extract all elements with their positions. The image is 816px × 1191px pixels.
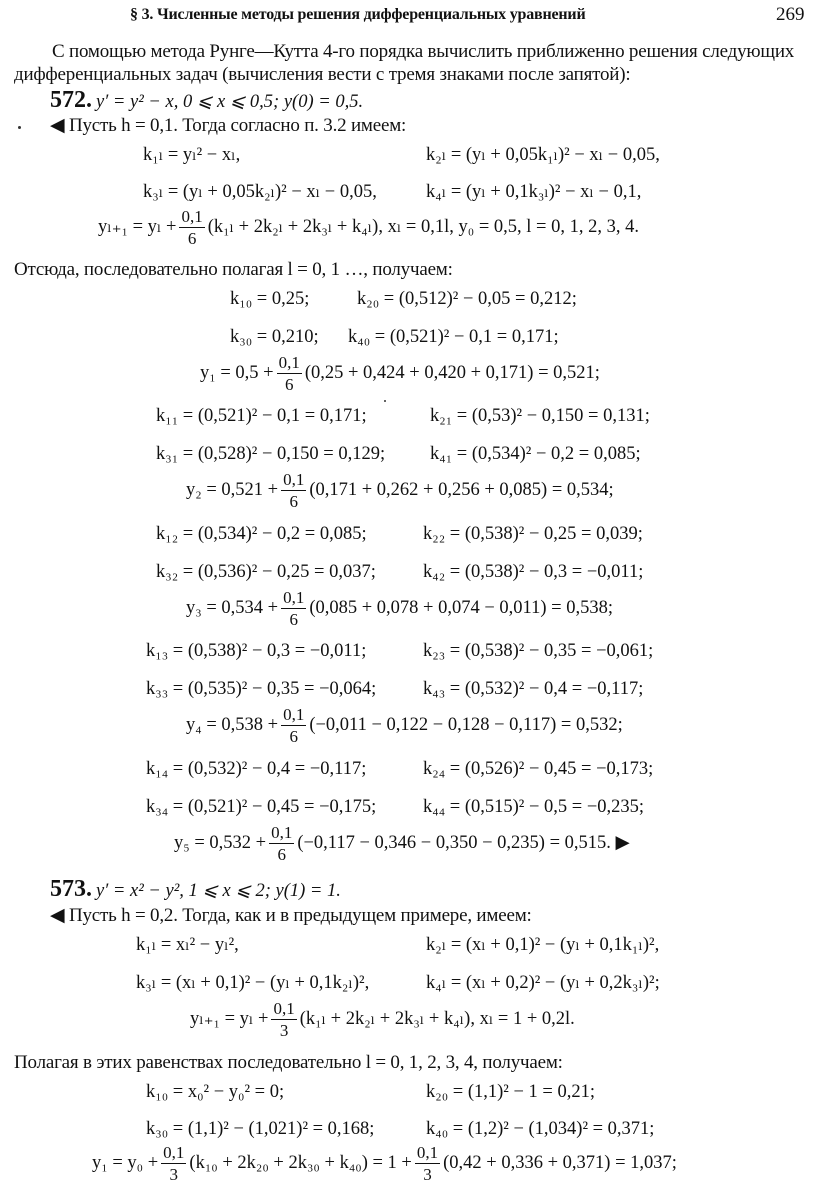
intro-line-2: дифференциальных задач (вычисления вести с тремя знаками после запятой): bbox=[14, 64, 631, 85]
k32: k₃₂ = (0,536)² − 0,25 = 0,037; bbox=[156, 562, 376, 582]
problem-number: 572. bbox=[50, 87, 92, 113]
y4-lhs: y₄ = 0,538 + bbox=[186, 714, 279, 735]
formula-k1: k₁ₗ = yₗ² − xₗ, bbox=[143, 145, 241, 165]
y1-lhs: y₁ = y₀ + bbox=[92, 1152, 159, 1173]
k21: k₂₁ = (0,53)² − 0,150 = 0,131; bbox=[430, 406, 650, 426]
formula-k4: k₄ₗ = (yₗ + 0,1k₃ₗ)² − xₗ − 0,1, bbox=[426, 182, 642, 202]
y2-line bbox=[186, 471, 614, 510]
problem-statement: y′ = x² − y², 1 ⩽ x ⩽ 2; y(1) = 1. bbox=[96, 881, 341, 901]
formula-lhs: yₗ₊₁ = yₗ + bbox=[190, 1008, 269, 1029]
fraction bbox=[269, 824, 294, 863]
fraction-numerator: 0,1 bbox=[181, 207, 203, 226]
scan-speck bbox=[384, 400, 386, 402]
k14: k₁₄ = (0,532)² − 0,4 = −0,117; bbox=[146, 759, 367, 779]
formula-k1: k₁ₗ = xₗ² − yₗ², bbox=[136, 935, 239, 955]
fraction-numerator: 0,1 bbox=[278, 353, 300, 372]
y1-line bbox=[92, 1144, 677, 1183]
formula-y-next bbox=[98, 208, 639, 247]
k22: k₂₂ = (0,538)² − 0,25 = 0,039; bbox=[423, 524, 643, 544]
k23: k₂₃ = (0,538)² − 0,35 = −0,061; bbox=[423, 641, 654, 661]
k13: k₁₃ = (0,538)² − 0,3 = −0,011; bbox=[146, 641, 367, 661]
solution-intro: ◀ Пусть h = 0,1. Тогда согласно п. 3.2 имеем: bbox=[50, 115, 407, 136]
fraction-numerator: 0,1 bbox=[283, 470, 305, 489]
fraction-denominator: 6 bbox=[289, 492, 298, 511]
formula-k4: k₄ₗ = (xₗ + 0,2)² − (yₗ + 0,2k₃ₗ)²; bbox=[426, 973, 660, 993]
hence-line: Полагая в этих равенствах последовательно l = 0, 1, 2, 3, 4, получаем: bbox=[14, 1052, 563, 1073]
intro-line-1: С помощью метода Рунге—Кутта 4-го порядка вычислить приближенно решения следующих bbox=[52, 41, 795, 62]
y1-rhs: (0,25 + 0,424 + 0,420 + 0,171) = 0,521; bbox=[304, 362, 600, 383]
problem-572-heading bbox=[50, 88, 363, 112]
running-header: § 3. Численные методы решения дифференциальных уравнений bbox=[130, 6, 586, 23]
formula-rhs: (k₁ₗ + 2k₂ₗ + 2k₃ₗ + k₄ₗ), xₗ = 0,1l, y₀ = 0,5, l = 0, 1, 2, 3, 4. bbox=[207, 216, 639, 237]
fraction-denominator: 6 bbox=[289, 610, 298, 629]
formula-k2: k₂ₗ = (xₗ + 0,1)² − (yₗ + 0,1k₁ₗ)², bbox=[426, 935, 660, 955]
k24: k₂₄ = (0,526)² − 0,45 = −0,173; bbox=[423, 759, 654, 779]
y2-lhs: y₂ = 0,521 + bbox=[186, 479, 279, 500]
k12: k₁₂ = (0,534)² − 0,2 = 0,085; bbox=[156, 524, 367, 544]
k30: k₃₀ = (1,1)² − (1,021)² = 0,168; bbox=[146, 1119, 375, 1139]
k11: k₁₁ = (0,521)² − 0,1 = 0,171; bbox=[156, 406, 367, 426]
fraction bbox=[161, 1144, 186, 1183]
y4-line bbox=[186, 706, 623, 745]
k33: k₃₃ = (0,535)² − 0,35 = −0,064; bbox=[146, 679, 377, 699]
fraction-denominator: 3 bbox=[423, 1165, 432, 1184]
k41: k₄₁ = (0,534)² − 0,2 = 0,085; bbox=[430, 444, 641, 464]
fraction bbox=[179, 208, 204, 247]
y3-rhs: (0,085 + 0,078 + 0,074 − 0,011) = 0,538; bbox=[309, 597, 613, 618]
y5-line bbox=[174, 824, 630, 863]
y2-rhs: (0,171 + 0,262 + 0,256 + 0,085) = 0,534; bbox=[309, 479, 614, 500]
k34: k₃₄ = (0,521)² − 0,45 = −0,175; bbox=[146, 797, 377, 817]
y1-line bbox=[200, 354, 600, 393]
k10: k₁₀ = x₀² − y₀² = 0; bbox=[146, 1082, 285, 1102]
formula-k3: k₃ₗ = (yₗ + 0,05k₂ₗ)² − xₗ − 0,05, bbox=[143, 182, 377, 202]
fraction bbox=[281, 706, 306, 745]
fraction-numerator: 0,1 bbox=[283, 588, 305, 607]
y5-lhs: y₅ = 0,532 + bbox=[174, 832, 267, 853]
y4-rhs: (−0,011 − 0,122 − 0,128 − 0,117) = 0,532; bbox=[309, 714, 623, 735]
fraction-denominator: 3 bbox=[279, 1021, 289, 1040]
fraction bbox=[271, 1000, 296, 1039]
solution-intro: ◀ Пусть h = 0,2. Тогда, как и в предыдущем примере, имеем: bbox=[50, 905, 532, 926]
fraction-numerator: 0,1 bbox=[163, 1143, 185, 1162]
k20: k₂₀ = (1,1)² − 1 = 0,21; bbox=[426, 1082, 595, 1102]
formula-lhs: yₗ₊₁ = yₗ + bbox=[98, 216, 177, 237]
fraction-numerator: 0,1 bbox=[273, 999, 295, 1018]
k44: k₄₄ = (0,515)² − 0,5 = −0,235; bbox=[423, 797, 645, 817]
k20: k₂₀ = (0,512)² − 0,05 = 0,212; bbox=[357, 289, 577, 309]
fraction-numerator: 0,1 bbox=[416, 1143, 439, 1162]
y3-lhs: y₃ = 0,534 + bbox=[186, 597, 279, 618]
y3-line bbox=[186, 589, 613, 628]
fraction-numerator: 0,1 bbox=[283, 705, 305, 724]
page-number: 269 bbox=[776, 4, 805, 25]
problem-statement: y′ = y² − x, 0 ⩽ x ⩽ 0,5; y(0) = 0,5. bbox=[96, 92, 364, 112]
fraction-denominator: 6 bbox=[187, 229, 197, 248]
fraction-denominator: 6 bbox=[284, 375, 294, 394]
y1-middle: (k₁₀ + 2k₂₀ + 2k₃₀ + k₄₀) = 1 + bbox=[189, 1152, 412, 1173]
formula-y-next bbox=[190, 1000, 575, 1039]
y5-rhs: (−0,117 − 0,346 − 0,350 − 0,235) = 0,515. ▶ bbox=[297, 832, 630, 853]
fraction bbox=[415, 1144, 440, 1183]
problem-573-heading bbox=[50, 877, 341, 901]
scan-speck bbox=[18, 126, 21, 129]
fraction bbox=[281, 471, 306, 510]
k31: k₃₁ = (0,528)² − 0,150 = 0,129; bbox=[156, 444, 386, 464]
formula-rhs: (k₁ₗ + 2k₂ₗ + 2k₃ₗ + k₄ₗ), xₗ = 1 + 0,2l. bbox=[299, 1008, 575, 1029]
y1-lhs: y₁ = 0,5 + bbox=[200, 362, 274, 383]
hence-line: Отсюда, последовательно полагая l = 0, 1 …, получаем: bbox=[14, 259, 453, 280]
fraction bbox=[281, 589, 306, 628]
k40: k₄₀ = (0,521)² − 0,1 = 0,171; bbox=[348, 327, 559, 347]
fraction-denominator: 3 bbox=[169, 1165, 179, 1184]
fraction-denominator: 6 bbox=[277, 845, 286, 864]
formula-k2: k₂ₗ = (yₗ + 0,05k₁ₗ)² − xₗ − 0,05, bbox=[426, 145, 660, 165]
formula-k3: k₃ₗ = (xₗ + 0,1)² − (yₗ + 0,1k₂ₗ)², bbox=[136, 973, 370, 993]
k40: k₄₀ = (1,2)² − (1,034)² = 0,371; bbox=[426, 1119, 655, 1139]
fraction-numerator: 0,1 bbox=[271, 823, 293, 842]
k43: k₄₃ = (0,532)² − 0,4 = −0,117; bbox=[423, 679, 644, 699]
k30: k₃₀ = 0,210; bbox=[230, 327, 319, 347]
fraction-denominator: 6 bbox=[289, 727, 298, 746]
k10: k₁₀ = 0,25; bbox=[230, 289, 310, 309]
fraction bbox=[277, 354, 302, 393]
y1-rhs: (0,42 + 0,336 + 0,371) = 1,037; bbox=[443, 1152, 677, 1173]
problem-number: 573. bbox=[50, 876, 92, 902]
k42: k₄₂ = (0,538)² − 0,3 = −0,011; bbox=[423, 562, 644, 582]
